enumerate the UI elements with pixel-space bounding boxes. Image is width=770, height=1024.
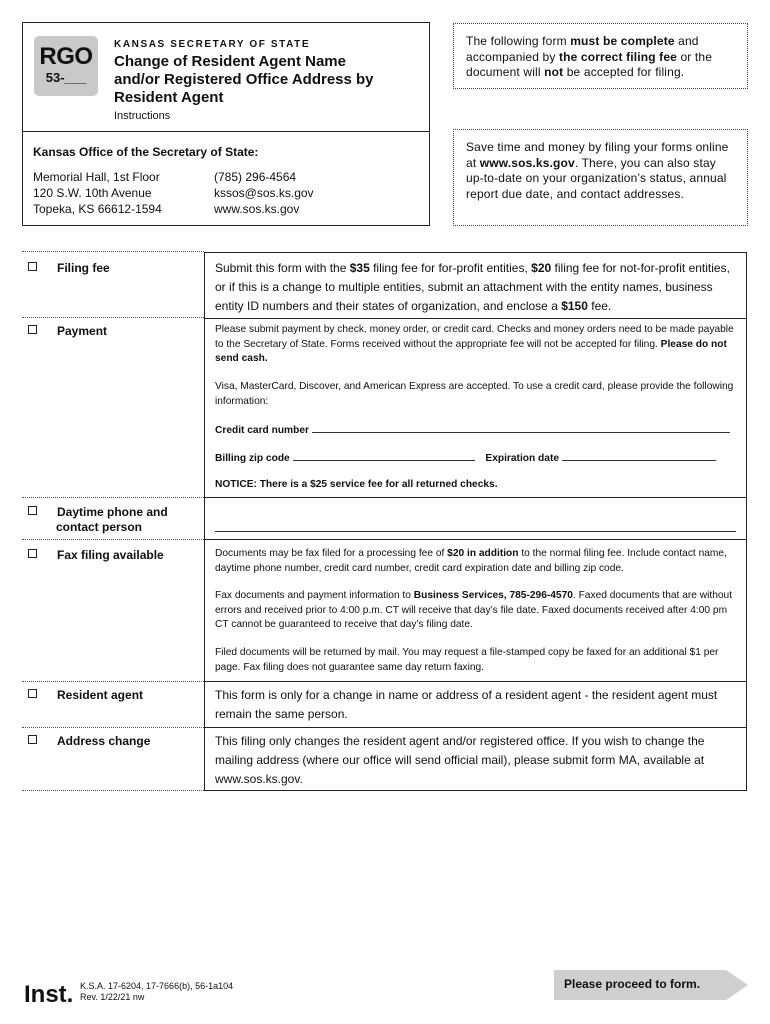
row-divider [22, 497, 204, 498]
row-divider [205, 727, 746, 728]
address-change-text: This filing only changes the resident agent and/or registered office. If you wish to change the mailing address (where our office will send official mail), please submit form MA, available at www.sos.ks.gov. [215, 734, 705, 786]
billing-zip-input[interactable] [293, 451, 475, 461]
office-title: Kansas Office of the Secretary of State: [33, 145, 259, 159]
office-contact [214, 169, 314, 217]
row-divider [205, 318, 746, 319]
checkbox[interactable] [28, 689, 37, 698]
payment-text: Please submit payment by check, money order, or credit card. Checks and money orders need to be made payable to the Secretary of State. Forms received without the appropriate fee will not be accepted for filing. Please do not send cash. [215, 324, 734, 364]
credit-card-field: Credit card number [215, 423, 730, 436]
resident-agent-text: This form is only for a change in name or address of a resident agent - the resident agent must remain the same person. [215, 688, 718, 721]
checkbox[interactable] [28, 325, 37, 334]
website: www.sos.ks.gov [214, 202, 300, 216]
email-address: kssos@sos.ks.gov [214, 186, 314, 200]
row-divider [205, 539, 746, 540]
form-code: RGO [39, 43, 93, 70]
label-fax-filing: Fax filing available [28, 548, 164, 563]
form-title-line-1: Change of Resident Agent Name [114, 53, 346, 70]
label-resident-agent: Resident agent [28, 688, 143, 703]
fax-text-3: Filed documents will be returned by mail. You may request a file-stamped copy be faxed for an additional $1 per page. Fax filing does not guarantee same day return faxing. [215, 647, 719, 673]
billing-zip-field: Billing zip code Expiration date [215, 451, 716, 464]
form-title-line-2: and/or Registered Office Address by [114, 71, 374, 88]
address-line: Topeka, KS 66612-1594 [33, 202, 162, 216]
row-divider [22, 790, 204, 791]
credit-card-input[interactable] [312, 423, 730, 433]
row-divider [22, 317, 204, 318]
proceed-text: Please proceed to form. [564, 977, 701, 991]
header-divider [22, 131, 430, 132]
returned-check-notice: NOTICE: There is a $25 service fee for all returned checks. [215, 479, 498, 490]
row-divider [205, 497, 746, 498]
checkbox[interactable] [28, 262, 37, 271]
expiration-date-input[interactable] [562, 451, 716, 461]
credit-card-text: Visa, MasterCard, Discover, and American Express are accepted. To use a credit card, please provide the following information: [215, 381, 734, 407]
form-subtitle: Instructions [114, 110, 171, 122]
completeness-notice: The following form must be complete and accompanied by the correct filing fee or the document will not be accepted for filing. [453, 23, 748, 89]
daytime-phone-input[interactable] [215, 531, 736, 532]
checkbox[interactable] [28, 506, 37, 515]
row-divider [22, 539, 204, 540]
fax-text-2: Fax documents and payment information to Business Services, 785-296-4570. Faxed documents that are without errors and received prior to 4:00 p.m. CT will receive that day’s file date. Faxed documents received after 4:00 pm CT cannot be guaranteed to receive that day’s filing date. [215, 590, 733, 630]
fax-text-1: Documents may be fax filed for a processing fee of $20 in addition to the normal filing fee. Include contact name, daytime phone number, credit card number, credit card expiration date and billing zip code. [215, 548, 727, 574]
inst-label: Inst. [24, 981, 74, 1008]
checkbox[interactable] [28, 549, 37, 558]
office-address [33, 169, 162, 217]
online-filing-notice: Save time and money by filing your forms online at www.sos.ks.gov. There, you can also stay up-to-date on your organization’s status, annual report due date, and contact addresses. [453, 129, 748, 226]
address-line: 120 S.W. 10th Avenue [33, 186, 152, 200]
label-filing-fee: Filing fee [28, 261, 110, 276]
row-divider [22, 681, 204, 682]
filing-fee-text: Submit this form with the $35 filing fee for for-profit entities, $20 filing fee for not-for-profit entities, or if this is a change to multiple entities, submit an attachment with the entity names, business entity ID numbers and their states of organization, and enclose a $150 fee. [215, 261, 730, 313]
proceed-to-form-arrow [554, 970, 748, 1000]
phone-number: (785) 296-4564 [214, 170, 297, 184]
label-payment: Payment [28, 324, 107, 339]
row-divider [22, 251, 204, 252]
form-number: 53-___ [45, 70, 87, 85]
statute-reference: K.S.A. 17-6204, 17-7666(b), 56-1a104 Rev. 1/22/21 nw [80, 981, 234, 1002]
row-divider [205, 681, 746, 682]
label-address-change: Address change [28, 734, 150, 749]
form-title-line-3: Resident Agent [114, 89, 224, 106]
form-code-badge [34, 36, 98, 96]
checkbox[interactable] [28, 735, 37, 744]
address-line: Memorial Hall, 1st Floor [33, 170, 160, 184]
agency-name: KANSAS SECRETARY OF STATE [114, 39, 311, 50]
row-divider [22, 727, 204, 728]
instructions-table [204, 252, 747, 791]
label-daytime-phone: Daytime phone and contact person [28, 505, 168, 535]
